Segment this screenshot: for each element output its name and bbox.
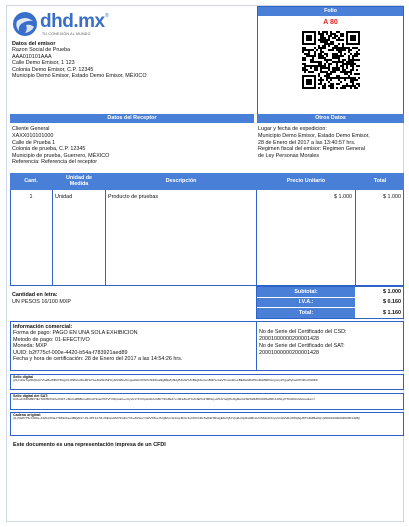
folio-box (257, 6, 404, 116)
csd-value: 20001000000200001428 (259, 336, 319, 342)
comercial-line: Fecha y hora de certificación: 28 de Enero del 2017 a las 14:54:26 hrs. (13, 356, 183, 362)
total-value: $ 1.160 (383, 310, 401, 316)
totals-divider (257, 307, 403, 308)
comercial-heading: Información comercial: (13, 324, 73, 330)
cadena-value: ||1.0|b2f775cf-000e-4420-b54a-f783921aed89|2017-01-28T14:54:26|FqrA8vP2GZs7Xh+Zl2LtuYsWVK6ne7kQfRLmG4uwJtDzc1oCPbrN0zSv8IkH3FagE9xVj5YQn2LtOpRwkBU/eh7Mi4cKX1ysVzq0ZdFxWlNjSgJ8TGM3Ba0Q=|20001000000200001428|| (13, 417, 360, 420)
logo-registered: ® (105, 13, 109, 19)
comercial-line: Metodo de pago: 01-EFECTIVO (13, 337, 90, 343)
col-divider (355, 190, 356, 286)
receptor-line: Colonia de prueba, C.P. 12345 (12, 146, 86, 152)
comercial-divider (256, 321, 257, 371)
subtotal-value: $ 1.000 (383, 289, 401, 295)
header-precio: Precio Unitario (286, 178, 326, 184)
receptor-line: Municipio de prueba, Guerrero, MÉXICO (12, 153, 110, 159)
cantidad-label: Cantidad en letra: (12, 292, 58, 298)
header-cant: Cant. (24, 178, 38, 184)
total-label: Total: (298, 310, 314, 316)
emisor-line: Calle Demo Emisor, 1 123 (12, 60, 75, 66)
sello-sat-label: Sello digital del SAT: (13, 394, 49, 398)
col-divider (256, 190, 257, 286)
header-descripcion: Descripción (165, 178, 197, 184)
comercial-line: UUID: b2f775cf-000e-4420-b54a-f783921aed89 (13, 350, 128, 356)
otros-line: Municipio Demo Emisor, Estado Demo Emisor, (258, 133, 370, 139)
cell-cant: 1 (29, 194, 33, 200)
subtotal-label: Subtotal: (294, 289, 318, 295)
table-body (10, 190, 404, 286)
receptor-line: Calle de Prueba 1 (12, 140, 56, 146)
col-divider (52, 190, 53, 286)
otros-line: de Ley Personas Morales (258, 153, 320, 159)
company-logo (12, 10, 122, 42)
csd-label: No de Serie del Certificado del CSD: (259, 329, 347, 335)
sello-sat-value: UlJLwOKDNBKHEYbFP8FHdXeO4FT+Bmb4ZB8bnu2PeUHnaeHhTVIYMpmaG+xUyVo1YFXXpxkGbCG8bYSCZEd7+n9Fe8udTzuKJEHmHMNsy+RKGYaQPeNgMelmNWXkRZPbW8Sx8DUt1WLyHTbG0Nv3AuGu4w== (13, 398, 316, 401)
cell-unidad: Unidad (55, 194, 73, 200)
otros-line: Lugar y fecha de expedicion: (258, 126, 327, 132)
logo-wordmark: dhd.mx (40, 11, 105, 32)
emisor-line: Municipio Demo Emisor, Estado Demo Emisor, MÉXICO (12, 73, 147, 79)
sello-digital-value: ghUroNeTqZDzjtbCrVhwBuWBCHKtgrCL8hBxhu5ioMHsTAe4hZ0ctMHcy6OGBGOmgudGbVKWXnNi6IIGa9gB8pZy8ldyBXuWYZnBkgNGnvmBhPsxAaVTmwukhu1BEDA9RAHhuRGB9PiGnjmrtyZ7gqWyhaAfTNRmOS8P9 (13, 379, 318, 382)
globe-logo-icon (12, 11, 38, 37)
sat-value: 20001000000200001428 (259, 350, 319, 356)
invoice-page (6, 5, 404, 522)
header-total: Total (373, 178, 387, 184)
header-unidad: Unidad de Medida (65, 175, 93, 187)
otros-line: 28 de Enero del 2017 a las 13:40:57 hrs. (258, 140, 356, 146)
iva-label: I.V.A.: (298, 299, 314, 305)
receptor-header: Datos del Receptor (10, 114, 254, 123)
qr-code-icon (302, 31, 360, 89)
receptor-line: Cliente General (12, 126, 50, 132)
folio-number: A 80 (323, 19, 338, 26)
cell-precio: $ 1.000 (334, 194, 352, 200)
otros-header: Otros Datos (257, 114, 404, 123)
emisor-line: AAA010101AAA (12, 54, 52, 60)
folio-header: Folio (258, 7, 403, 16)
receptor-line: XAXX010101000 (12, 133, 54, 139)
logo-tagline: TU CONEXIÓN AL MUNDO (42, 32, 91, 36)
table-header-row (10, 173, 404, 190)
cadena-label: Cadena original: (13, 413, 42, 417)
otros-line: Regimen fiscal del emisor: Regimen General (258, 146, 365, 152)
sat-label: No de Serie del Certificado del SAT: (259, 343, 345, 349)
iva-value: $ 0.160 (383, 299, 401, 305)
comercial-line: Moneda: MXP (13, 343, 48, 349)
cell-descripcion: Producto de pruebas (108, 194, 159, 200)
receptor-line: Referencia: Referencia del receptor (12, 159, 98, 165)
cell-total: $ 1.000 (383, 194, 401, 200)
totals-divider (257, 297, 403, 298)
sello-digital-label: Sello digital (13, 375, 34, 379)
emisor-heading: Datos del emisor (12, 41, 56, 47)
col-divider (105, 190, 106, 286)
emisor-line: Colonia Demo Emisor, C.P. 12345 (12, 67, 94, 73)
emisor-line: Razon Social de Prueba (12, 47, 71, 53)
cantidad-value: UN PESOS 16/100 MXP (12, 299, 72, 305)
footer-note: Este documento es una representación impresa de un CFDI (13, 442, 166, 448)
comercial-line: Forma de pago: PAGO EN UNA SOLA EXHIBICION (13, 330, 138, 336)
